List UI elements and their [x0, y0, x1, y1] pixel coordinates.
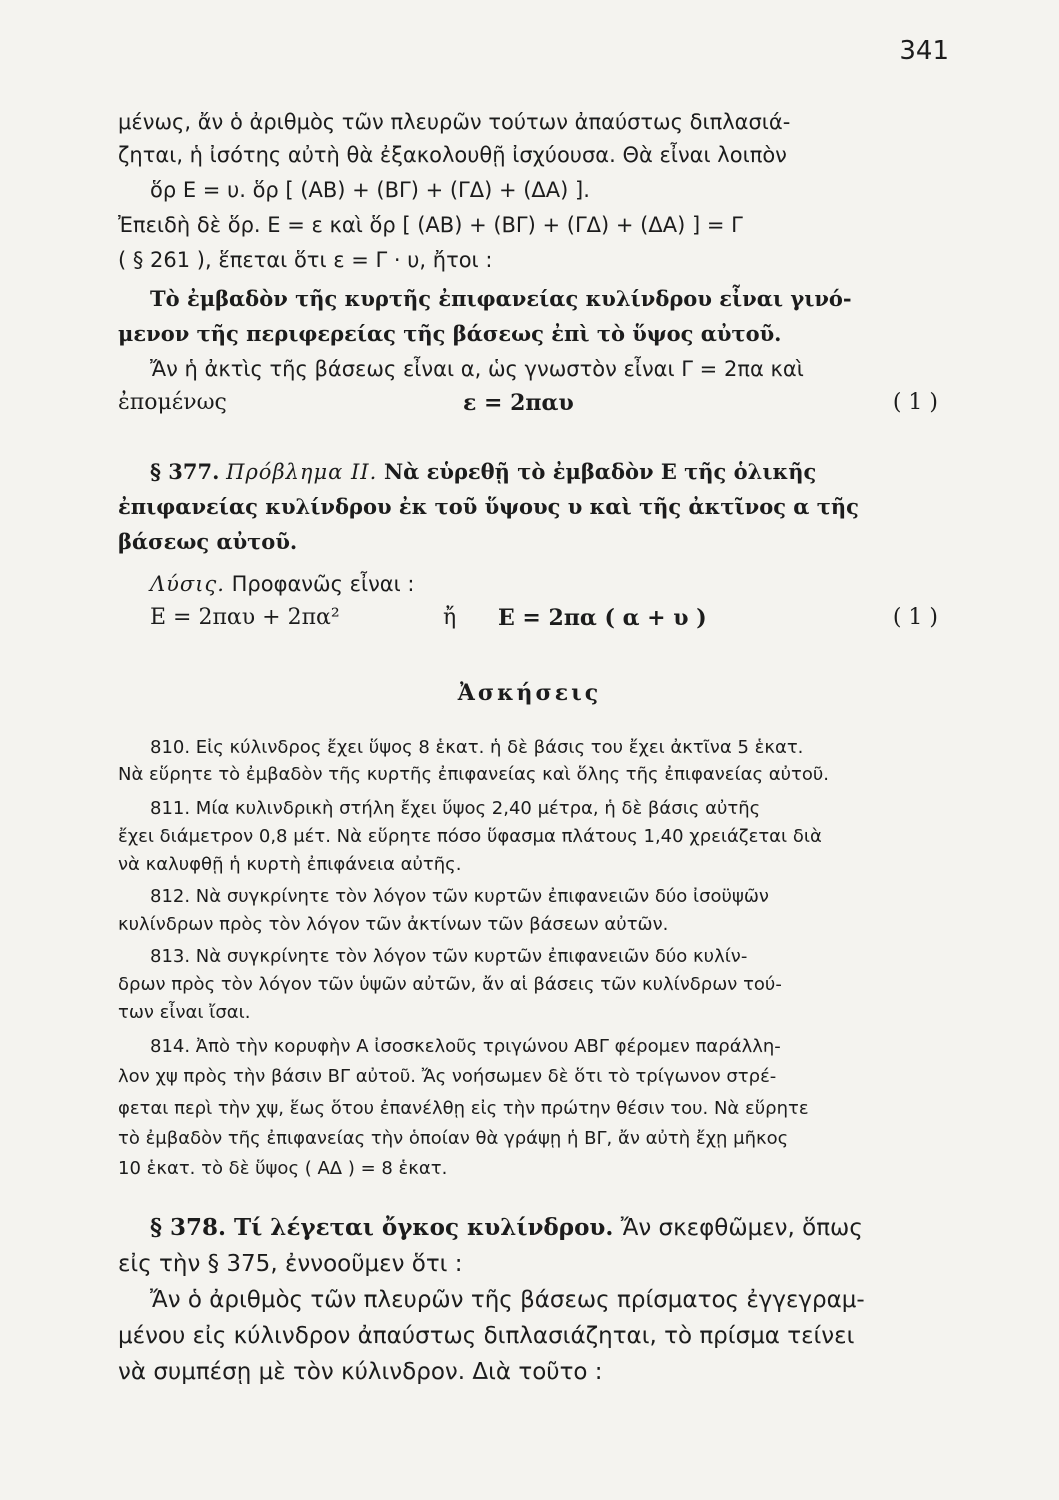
exercise-line: 810. Εἰς κύλινδρος ἔχει ὕψος 8 ἑκατ. ἡ δὲ βάσις του ἔχει ἀκτῖνα 5 ἑκατ.: [150, 737, 804, 758]
section-number: § 377.: [150, 459, 220, 484]
exercise-line: 813. Νὰ συγκρίνητε τὸν λόγον τῶν κυρτῶν ἐπιφανειῶν δύο κυλίν-: [150, 946, 748, 967]
exercises-heading: Ἀσκήσεις: [457, 680, 602, 706]
problem-label: Πρόβλημα ΙΙ.: [226, 460, 378, 484]
exercise-line: 812. Νὰ συγκρίνητε τὸν λόγον τῶν κυρτῶν ἐπιφανειῶν δύο ἰσοϋψῶν: [150, 886, 769, 907]
exercise-line: 10 ἑκατ. τὸ δὲ ὕψος ( ΑΔ ) = 8 ἑκατ.: [118, 1158, 448, 1179]
problem-heading: [118, 458, 970, 486]
section-title: § 378. Τί λέγεται ὄγκος κυλίνδρου.: [150, 1214, 614, 1241]
equation-1: [118, 390, 938, 420]
problem-text: Νὰ εὑρεθῇ τὸ ἐμβαδὸν Ε τῆς ὁλικῆς: [383, 459, 817, 484]
equation-or: ἤ: [443, 605, 457, 630]
text-line: μένως, ἄν ὁ ἀριθμὸς τῶν πλευρῶν τούτων ἀπαύστως διπλασιά-: [118, 110, 791, 134]
problem-text: ἐπιφανείας κυλίνδρου ἐκ τοῦ ὕψους υ καὶ τῆς ἀκτῖνος α τῆς: [118, 494, 859, 519]
exercise-line: των εἶναι ἴσαι.: [118, 1002, 251, 1023]
exercise-line: νὰ καλυφθῇ ἡ κυρτὴ ἐπιφάνεια αὐτῆς.: [118, 854, 462, 875]
formula-line: ὅρ Ε = υ. ὅρ [ (ΑΒ) + (ΒΓ) + (ΓΔ) + (ΔΑ) ].: [150, 178, 590, 202]
equation-right: Ε = 2πα ( α + υ ): [498, 605, 707, 631]
problem-text: βάσεως αὐτοῦ.: [118, 529, 298, 554]
exercise-line: φεται περὶ τὴν χψ, ἕως ὅτου ἐπανέλθῃ εἰς τὴν πρώτην θέσιν του. Νὰ εὕρητε: [118, 1098, 809, 1119]
text-line: εἰς τὴν § 375, ἐννοοῦμεν ὅτι :: [118, 1251, 463, 1277]
exercise-line: τὸ ἐμβαδὸν τῆς ἐπιφανείας τὴν ὁποίαν θὰ γράψῃ ἡ ΒΓ, ἄν αὐτὴ ἔχῃ μῆκος: [118, 1128, 789, 1149]
exercise-line: 814. Ἀπὸ τὴν κορυφὴν Α ἰσοσκελοῦς τριγώνου ΑΒΓ φέρομεν παράλλη-: [150, 1036, 781, 1057]
exercise-line: λον χψ πρὸς τὴν βάσιν ΒΓ αὐτοῦ. Ἄς νοήσωμεν δὲ ὅτι τὸ τρίγωνον στρέ-: [118, 1066, 777, 1087]
theorem-line: μενον τῆς περιφερείας τῆς βάσεως ἐπὶ τὸ ὕψος αὐτοῦ.: [118, 321, 782, 346]
text-line: ( § 261 ), ἕπεται ὅτι ε = Γ · υ, ἤτοι :: [118, 248, 493, 272]
text-line: ζηται, ἡ ἰσότης αὐτὴ θὰ ἐξακολουθῇ ἰσχύουσα. Θὰ εἶναι λοιπὸν: [118, 143, 787, 167]
text-line: νὰ συμπέσῃ μὲ τὸν κύλινδρον. Διὰ τοῦτο :: [118, 1359, 603, 1385]
exercise-line: κυλίνδρων πρὸς τὸν λόγον τῶν ἀκτίνων τῶν βάσεων αὐτῶν.: [118, 914, 669, 935]
equation-left: Ε = 2παυ + 2πα²: [150, 605, 340, 630]
text-line: Ἄν ἡ ἀκτὶς τῆς βάσεως εἶναι α, ὡς γνωστὸν εἶναι Γ = 2πα καὶ: [150, 357, 804, 381]
equation-number: ( 1 ): [892, 605, 938, 630]
text-line: μένου εἰς κύλινδρον ἀπαύστως διπλασιάζηται, τὸ πρίσμα τείνει: [118, 1323, 855, 1349]
exercise-line: δρων πρὸς τὸν λόγον τῶν ὑψῶν αὐτῶν, ἄν αἱ βάσεις τῶν κυλίνδρων τού-: [118, 974, 782, 995]
solution-line: [118, 570, 970, 598]
text-line: Ἐπειδὴ δὲ ὅρ. Ε = ε καὶ ὅρ [ (ΑΒ) + (ΒΓ) + (ΓΔ) + (ΔΑ) ] = Γ: [118, 213, 743, 237]
exercise-line: Νὰ εὕρητε τὸ ἐμβαδὸν τῆς κυρτῆς ἐπιφανείας καὶ ὅλης τῆς ἐπιφανείας αὐτοῦ.: [118, 764, 830, 785]
solution-text: Προφανῶς εἶναι :: [231, 572, 415, 596]
exercise-line: ἔχει διάμετρον 0,8 μέτ. Νὰ εὕρητε πόσο ὕφασμα πλάτους 1,40 χρειάζεται διὰ: [118, 826, 822, 847]
exercise-line: 811. Μία κυλινδρικὴ στήλη ἔχει ὕψος 2,40 μέτρα, ἡ δὲ βάσις αὐτῆς: [150, 798, 761, 819]
solution-label: Λύσις.: [150, 572, 225, 596]
equation-number: ( 1 ): [892, 390, 938, 415]
equation-2: [118, 605, 938, 635]
equation-prefix: ἐπομένως: [118, 390, 227, 415]
page-number: 341: [899, 36, 949, 66]
theorem-line: Τὸ ἐμβαδὸν τῆς κυρτῆς ἐπιφανείας κυλίνδρου εἶναι γινό-: [150, 286, 852, 311]
equation-formula: ε = 2παυ: [463, 390, 574, 416]
section-text: Ἄν σκεφθῶμεν, ὅπως: [620, 1215, 863, 1241]
section-378-heading: [118, 1212, 970, 1244]
text-line: Ἄν ὁ ἀριθμὸς τῶν πλευρῶν τῆς βάσεως πρίσματος ἐγγεγραμ-: [150, 1287, 865, 1313]
